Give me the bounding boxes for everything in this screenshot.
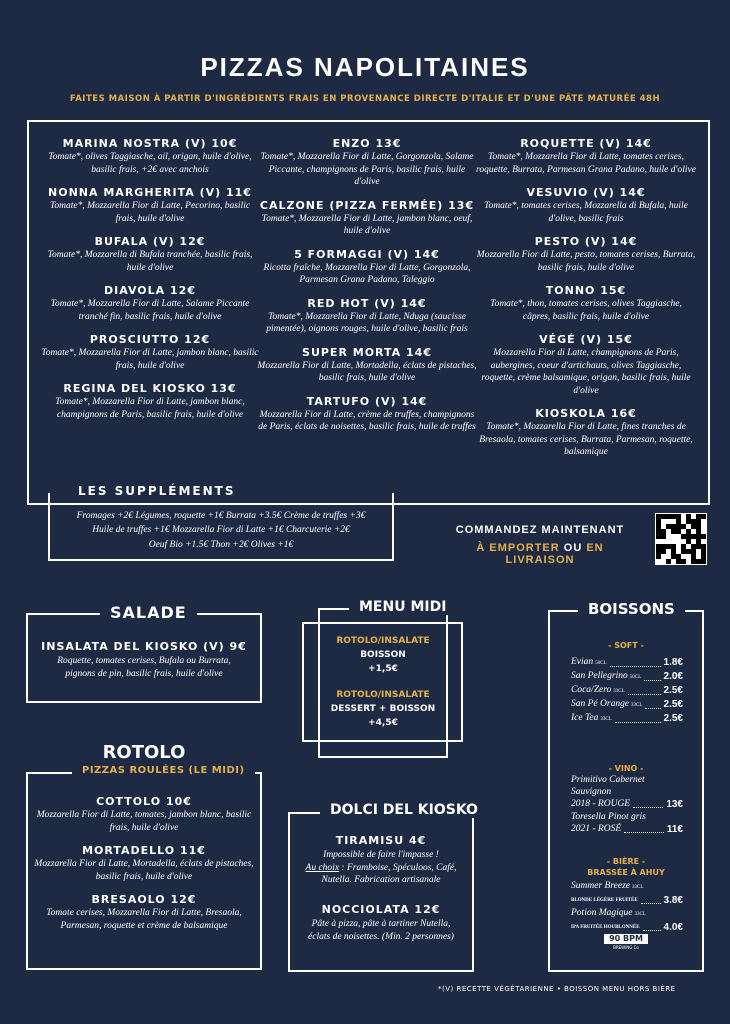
biere-sub: BRASSÉE À AHUY (587, 868, 665, 877)
menu-item-desc: Tomate*, Mozzarella Fior di Latte, jambon blanc, champignons de Paris, basilic frais, huile d'olive (55, 397, 245, 420)
menu-item (30, 844, 258, 883)
menu-item-desc: Tomate*, Mozzarella Fior di Latte, fines tranches de Bresaola, tomates cerises, Burrata, Parmesan, roquette, balsamique (479, 422, 693, 457)
menu-midi-option-2-price: +4,5€ (368, 718, 398, 728)
menu-item (30, 893, 258, 932)
drink-name: Ice Tea 33CL (571, 713, 612, 723)
beer-row (571, 921, 683, 934)
menu-item-name: VESUVIO (V) 14€ (526, 186, 646, 199)
beer-size: 33CL (632, 885, 644, 890)
supplements-line-1: Fromages +2€ Légumes, roquette +1€ Burrata +3.5€ Crème de truffes +3€ (76, 511, 366, 521)
tiramisu-desc (292, 849, 470, 887)
menu-item (40, 235, 260, 274)
menu-item (257, 248, 477, 287)
menu-item (476, 186, 696, 225)
drink-price: 2.0€ (663, 671, 683, 682)
menu-item-name: MORTADELLO 11€ (82, 844, 206, 857)
menu-item-name: COTTOLO 10€ (96, 795, 192, 808)
brewery-name: 90 BPM (604, 934, 648, 944)
tiramisu-desc-1: Impossible de faire l'impasse ! (323, 850, 439, 860)
drink-size: 50CL (595, 661, 607, 666)
menu-midi-option-1-price: +1,5€ (368, 664, 398, 674)
pizza-column-1 (40, 137, 260, 431)
dolci-title: DOLCI DEL KIOSKO (320, 802, 488, 818)
drink-name: Coca/Zero 33CL (571, 685, 625, 695)
menu-item-desc: Mozzarella Fior di Latte, Mortadella, éclats de pistaches, basilic frais, huile d'olive (257, 360, 477, 383)
menu-item-name: DIAVOLA 12€ (104, 284, 196, 297)
beer-row (571, 894, 683, 907)
drink-name: San Pellegrino 50CL (571, 671, 642, 681)
menu-midi-option-2-extra: DESSERT + BOISSON (330, 704, 436, 714)
menu-midi-option-1 (320, 634, 446, 676)
menu-item (257, 297, 477, 336)
beer-size: 33CL (634, 912, 646, 917)
boissons-title: BOISSONS (578, 600, 685, 618)
menu-midi-title: MENU MIDI (349, 599, 456, 615)
dot-leader (644, 670, 660, 681)
menu-item-desc: Mozzarella Fior di Latte, champignons de Paris, aubergines, coeur d'artichauts, olives Taggiasche, roquette, crème balsamique, origan, basilic frais, huile d'olive (481, 348, 691, 396)
menu-item-name: KIOSKOLA 16€ (535, 407, 637, 420)
menu-item-name: BUFALA (V) 12€ (94, 235, 206, 248)
dot-leader (615, 712, 661, 723)
drink-size: 33CL (631, 703, 643, 708)
menu-item-name: MARINA NOSTRA (V) 10€ (62, 137, 238, 150)
beer-style: IPA FRUITÉE HOUBLONNÉE (571, 925, 640, 930)
menu-item-desc: Tomate*, Mozzarella Fior di Latte, Pecorino, basilic frais, huile d'olive (49, 201, 251, 224)
pizza-column-2 (257, 137, 477, 444)
drink-name: 2021 - ROSÉ (571, 824, 622, 834)
menu-item-name: PESTO (V) 14€ (534, 235, 638, 248)
wine-name: Toresella Pinot gris (571, 812, 646, 822)
menu-item-desc: Tomate*, olives Taggiasche, ail, origan, huile d'olive, basilic frais, +2€ avec anchois (48, 152, 252, 175)
drink-row (571, 698, 683, 712)
rotolo-title: ROTOLO (102, 742, 186, 763)
drink-price: 2.5€ (663, 699, 683, 710)
menu-item (476, 333, 696, 397)
drink-row (571, 823, 683, 836)
footer-note: *(V) RECETTE VÉGÉTARIENNE • BOISSON MENU HORS BIÈRE (438, 985, 676, 993)
vino-list (571, 774, 683, 836)
menu-item-desc: Tomate*, Mozzarella Fior di Latte, tomates cerises, roquette, Burrata, Parmesan Grana Padano, huile d'olive (476, 152, 696, 175)
drink-price: 2.5€ (663, 713, 683, 724)
tiramisu-desc-3: Nutella. Fabrication artisanale (321, 875, 441, 885)
dot-leader (610, 656, 661, 667)
nocciolata-desc: Pâte à pizza, pâte à tartiner Nutella, éclats de noisettes. (Min. 2 personnes) (308, 919, 454, 942)
menu-item-desc: Tomate*, tomates cerises, Mozzarella di Bufala, huile d'olive, basilic frais (484, 201, 688, 224)
menu-item (40, 186, 260, 225)
salade-item-desc: Roquette, tomates cerises, Bufala ou Burrata, pignons de pin, basilic frais, huile d'olive (57, 656, 231, 679)
menu-item-desc: Tomate*, thon, tomates cerises, olives Taggiasche, câpres, basilic frais, huile d'olive (490, 299, 682, 322)
menu-item-name: 5 FORMAGGI (V) 14€ (294, 247, 440, 261)
menu-item-desc: Tomate*, Mozzarella Fior di Latte, Nduga (saucisse pimentée), oignons rouges, huile d'olive, basilic frais (266, 311, 468, 334)
dot-leader (643, 921, 661, 931)
menu-item (40, 382, 260, 421)
drink-row (571, 798, 683, 811)
drink-price: 11€ (666, 824, 683, 835)
supplements-line-2: Huile de truffes +1€ Mozzarella Fior di Latte +1€ Charcuterie +2€ (92, 525, 350, 535)
drink-size: 33CL (600, 717, 612, 722)
drink-price: 1.8€ (663, 657, 683, 668)
menu-item (476, 407, 696, 459)
menu-midi-option-1-extra: BOISSON (360, 650, 406, 660)
order-now-options (440, 542, 640, 566)
menu-item-name: CALZONE (PIZZA FERMÉE) 13€ (259, 198, 475, 212)
supplements-line-3: Oeuf Bio +1.5€ Thon +2€ Olives +1€ (148, 540, 294, 550)
rotolo-list (30, 795, 258, 942)
menu-item-name: REGINA DEL KIOSKO 13€ (63, 382, 237, 395)
drink-price: 2.5€ (663, 685, 683, 696)
tiramisu-desc-2 (292, 862, 470, 875)
menu-item-desc: Mozzarella Fior di Latte, Mortadella, éclats de pistaches, basilic frais, huile d'olive (34, 859, 254, 882)
menu-item (30, 795, 258, 834)
page-title: PIZZAS NAPOLITAINES (200, 52, 530, 82)
beer-price: 4.0€ (663, 922, 683, 933)
order-now-title: COMMANDEZ MAINTENANT (455, 524, 625, 536)
beer-name: Summer Breeze 33CL (571, 881, 644, 891)
menu-midi-box-inner (318, 608, 448, 758)
beer-price: 3.8€ (663, 895, 683, 906)
drink-row (571, 684, 683, 698)
menu-item-desc: Tomate*, Mozzarella di Bufala tranchée, basilic frais, huile d'olive (47, 250, 253, 273)
soft-label: - SOFT - (608, 641, 644, 650)
menu-item-name: ROQUETTE (V) 14€ (520, 137, 652, 150)
dot-leader (624, 823, 664, 833)
tiramisu-choices: : Framboise, Spéculoos, Café, (339, 862, 457, 873)
nocciolata-name: NOCCIOLATA 12€ (321, 903, 441, 916)
pizza-column-3 (476, 137, 696, 469)
drink-row (571, 656, 683, 670)
menu-midi-option-2-main: ROTOLO/INSALATE (336, 690, 430, 700)
tiramisu-choice-label: Au choix (305, 862, 340, 873)
menu-item-name: TONNO 15€ (545, 284, 627, 297)
drink-row (571, 670, 683, 684)
menu-item-desc: Tomate cerises, Mozzarella Fior di Latte, Bresaola, Parmesan, roquette et crème de balsamique (46, 908, 242, 931)
drink-row (571, 712, 683, 726)
menu-item-desc: Tomate*, Mozzarella Fior di Latte, Salame Piccante tranché fin, basilic frais, huile d'olive (50, 299, 250, 322)
menu-item-name: NONNA MARGHERITA (V) 11€ (48, 186, 252, 199)
dot-leader (633, 798, 663, 808)
biere-label: - BIÈRE - (606, 857, 646, 866)
menu-item-desc: Tomate*, Mozzarella Fior di Latte, Gorgonzola, Salame Piccante, champignons de Paris, basilic frais, huile d'olive (260, 152, 474, 187)
menu-item (476, 284, 696, 323)
beer-name: Potion Magique 33CL (571, 908, 646, 918)
drink-price: 13€ (666, 799, 683, 810)
menu-item (257, 395, 477, 434)
biere-list (571, 880, 683, 934)
soft-list (571, 656, 683, 726)
menu-item (40, 333, 260, 372)
menu-item-name: TARTUFO (V) 14€ (306, 394, 428, 408)
wine-name: Primitivo Cabernet Sauvignon (571, 775, 645, 797)
menu-item-desc: Ricotta fraîche, Mozzarella Fior di Latte, Gorgonzola, Parmesan Grana Padano, Taleggio (263, 262, 471, 285)
menu-item (40, 284, 260, 323)
menu-item-desc: Tomate*, Mozzarella Fior di Latte, jambon blanc, oeuf, huile d'olive (261, 213, 473, 236)
order-or: OU (559, 542, 587, 554)
menu-midi-option-1-main: ROTOLO/INSALATE (336, 636, 430, 646)
dot-leader (628, 684, 661, 695)
drink-name: San Pé Orange 33CL (571, 699, 643, 709)
menu-item-name: RED HOT (V) 14€ (307, 296, 427, 310)
brewery-sub: BREWING Co (613, 945, 639, 950)
menu-item (257, 346, 477, 385)
rotolo-subtitle: PIZZAS ROULÉES (LE MIDI) (72, 765, 255, 776)
drink-name: 2018 - ROUGE (571, 799, 631, 809)
supplements-title: LES SUPPLÉMENTS (68, 484, 246, 498)
menu-midi-option-2 (320, 688, 446, 730)
drink-size: 50CL (629, 675, 642, 680)
vino-label: - VINO - (608, 764, 644, 773)
menu-item (476, 137, 696, 176)
salade-item-name: INSALATA DEL KIOSKO (V) 9€ (41, 640, 247, 653)
brewery-logo (604, 934, 648, 951)
page-subtitle: FAITES MAISON À PARTIR D'INGRÉDIENTS FRAIS EN PROVENANCE DIRECTE D'ITALIE ET D'UNE PÂTE MATURÉE 48H (69, 94, 661, 104)
menu-item-name: ENZO 13€ (332, 137, 402, 150)
menu-item-desc: Mozzarella Fior di Latte, tomates, jambon blanc, basilic frais, huile d'olive (36, 810, 252, 833)
menu-item (476, 235, 696, 274)
dot-leader (645, 698, 660, 709)
menu-item-name: PROSCIUTTO 12€ (89, 333, 211, 346)
menu-item-desc: Tomate*, Mozzarella Fior di Latte, jambon blanc, basilic frais, huile d'olive (41, 348, 259, 371)
menu-item-name: BRESAOLO 12€ (91, 893, 197, 906)
menu-item-desc: Mozzarella Fior di Latte, pesto, tomates cerises, Burrata, basilic frais, huile d'olive (476, 250, 696, 273)
menu-item-name: VÉGÉ (V) 15€ (539, 333, 633, 346)
tiramisu-name: TIRAMISU 4€ (335, 834, 427, 847)
qr-code[interactable] (655, 513, 707, 565)
salade-title: SALADE (100, 603, 197, 622)
menu-item (257, 137, 477, 189)
menu-item-name: SUPER MORTA 14€ (302, 345, 432, 359)
menu-item (40, 137, 260, 176)
drink-size: 33CL (613, 689, 625, 694)
beer-style: BLONDE LÉGÈRE FRUITÉE (571, 898, 638, 903)
takeaway-label: À EMPORTER (476, 542, 560, 554)
menu-item (257, 199, 477, 238)
menu-item-desc: Mozzarella Fior di Latte, crème de truffes, champignons de Paris, éclats de noisettes, basilic frais, huile de truffes (258, 409, 476, 432)
drink-name: Evian 50CL (571, 657, 607, 667)
dot-leader (641, 894, 661, 904)
delivery-label: EN LIVRAISON (505, 542, 604, 566)
